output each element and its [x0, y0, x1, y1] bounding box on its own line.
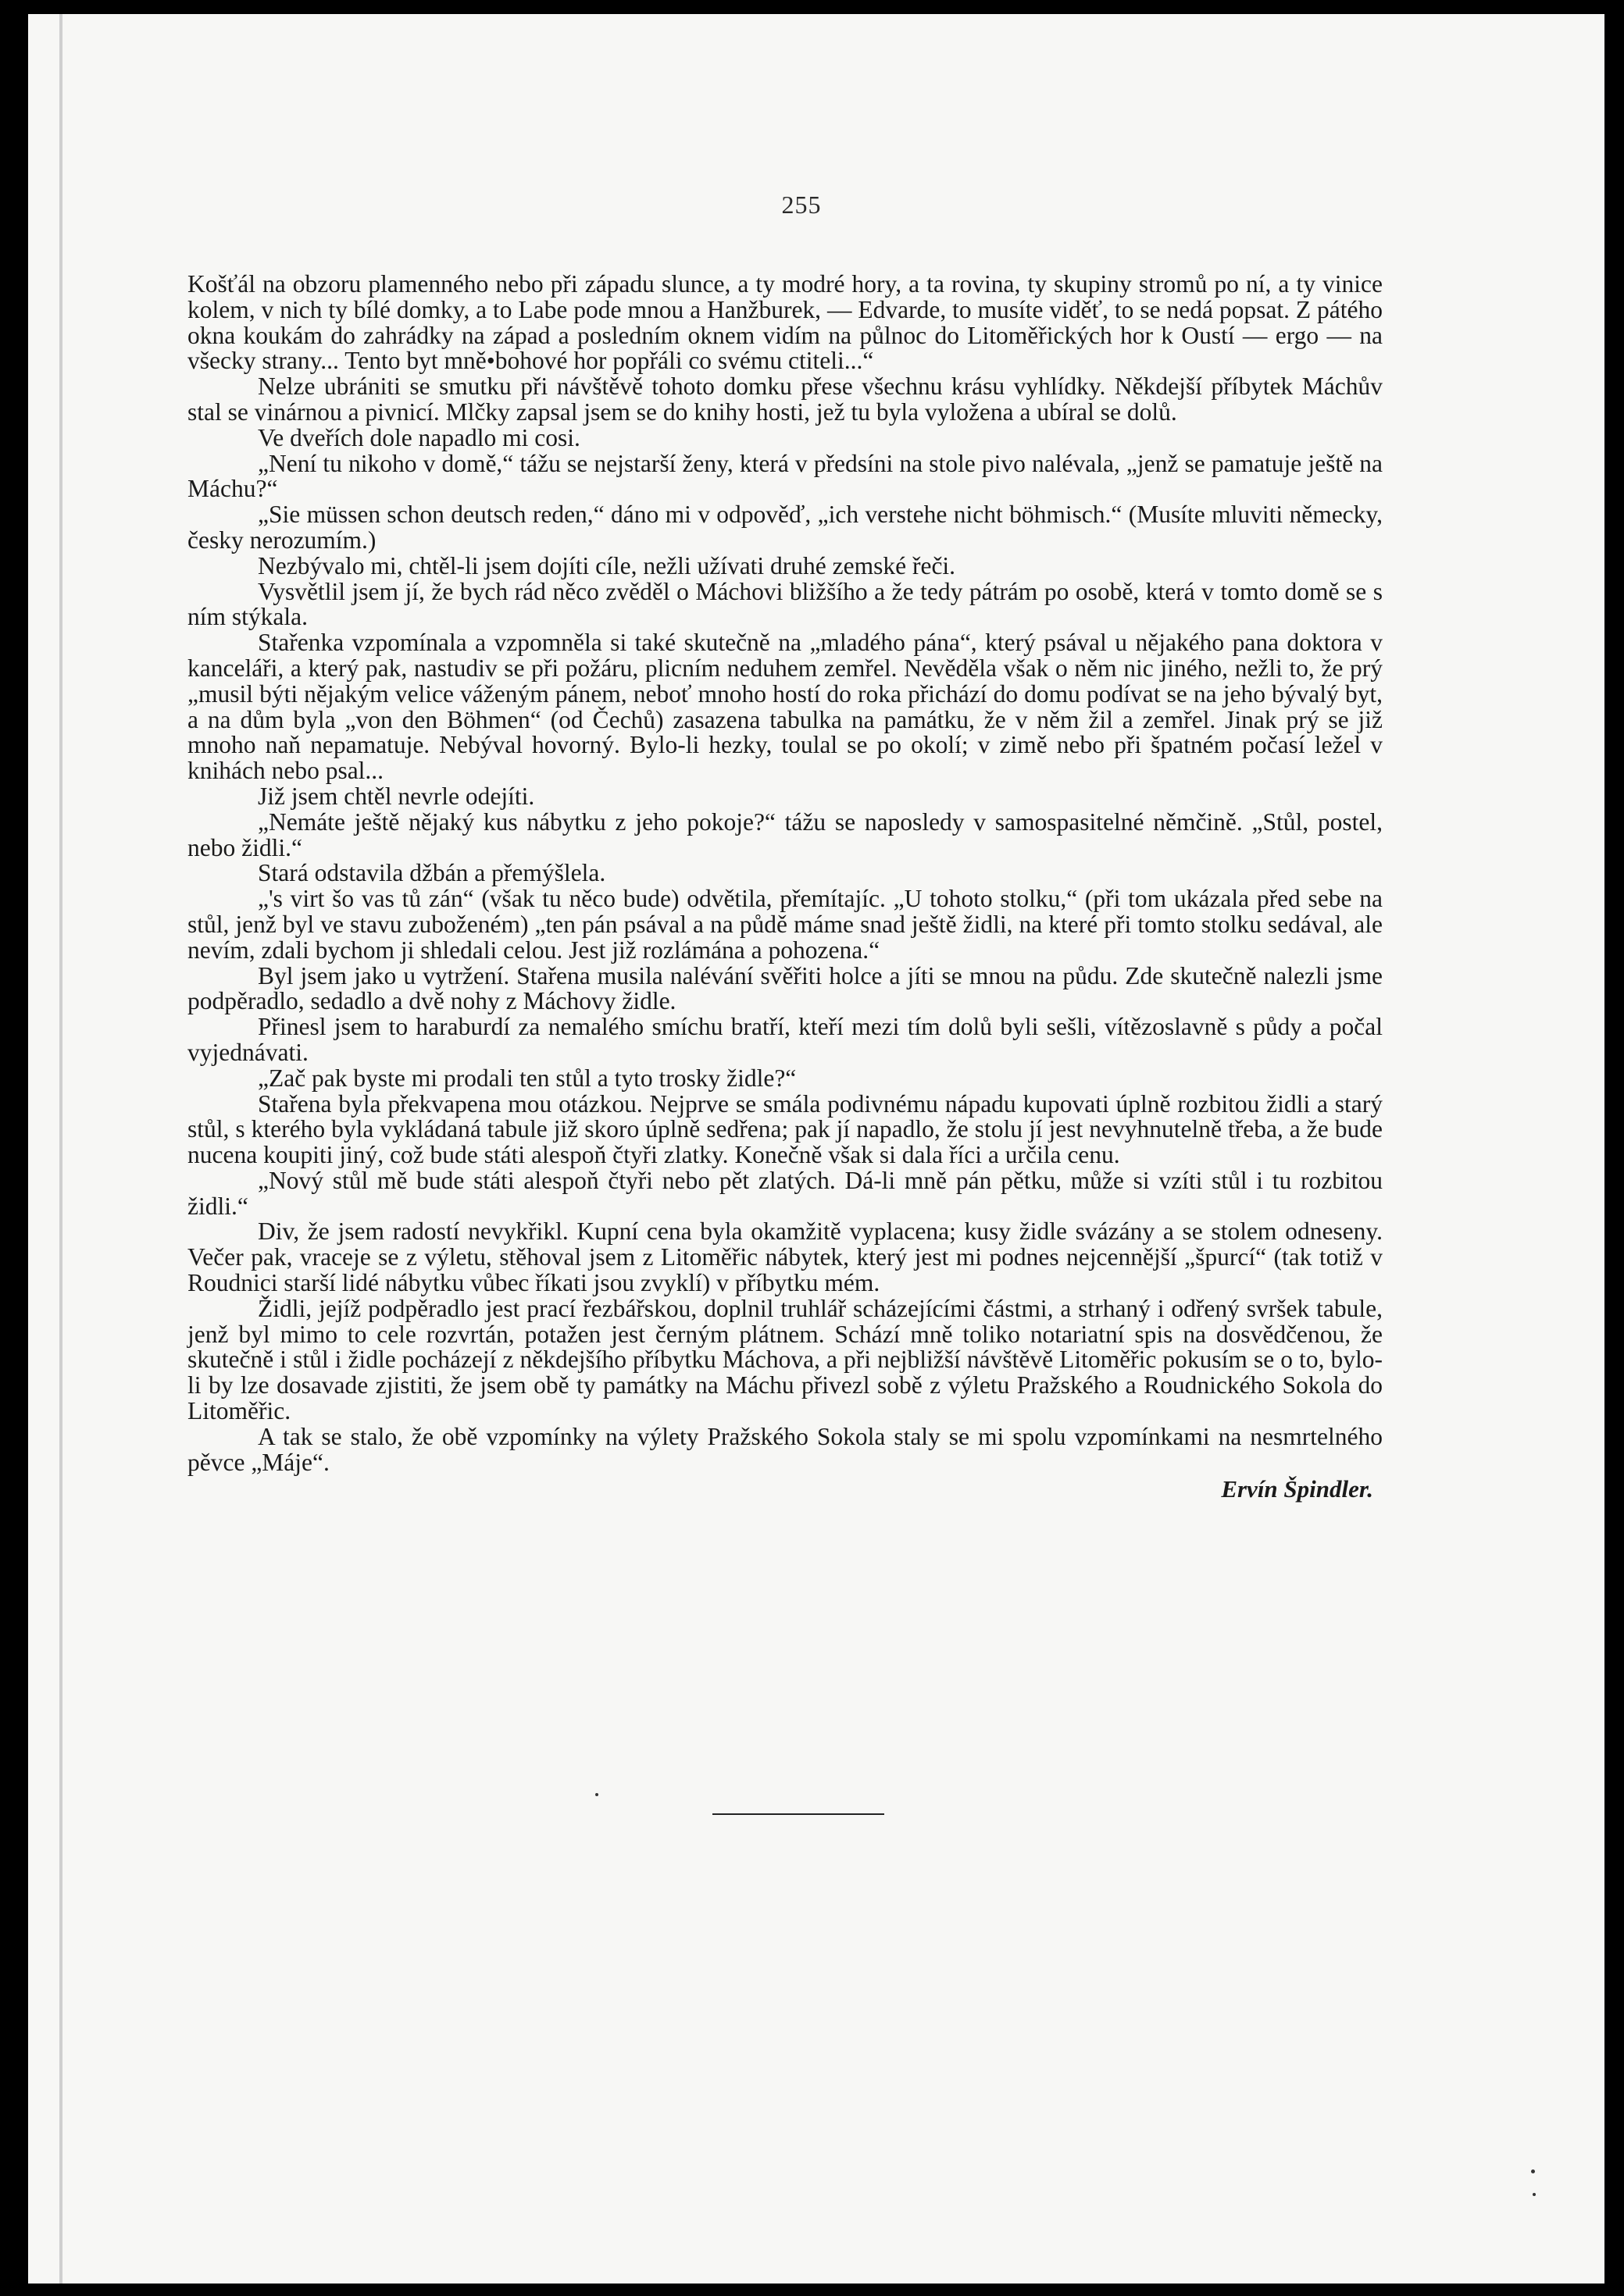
paragraph: Vysvětlil jsem jí, že bych rád něco zvěděl o Máchovi bližšího a že tedy pátrám po osobě, která v tomto domě se s ním stýkala. [187, 577, 1383, 631]
page-number: 255 [781, 191, 822, 219]
paragraph: A tak se stalo, že obě vzpomínky na výlety Pražského Sokola staly se mi spolu vzpomínkami na nesmrtelného pěvce „Máje“. [187, 1422, 1383, 1476]
scan-speck [1531, 2169, 1535, 2173]
page-sheet [28, 14, 1604, 2284]
paragraph: Nelze ubrániti se smutku při návštěvě tohoto domku přese všechnu krásu vyhlídky. Někdejší příbytek Máchův stal se vinárnou a pivnicí. Mlčky zapsal jsem se do knihy hosti, jež tu byla vyložena a ubíral se dolů. [187, 373, 1383, 426]
paragraph: Div, že jsem radostí nevykřikl. Kupní cena byla okamžitě vyplacena; kusy židle svázány a se stolem odneseny. Večer pak, vraceje se z výletu, stěhoval jsem z Litoměřic nábytek, který jest mi podnes nejcennější „špurcí“ (tak totiž v Roudnici starší lidé nábytku vůbec říkati jsou zvyklí) v příbytku mém. [187, 1218, 1383, 1297]
paragraph: „Nový stůl mě bude státi alespoň čtyři nebo pět zlatých. Dá-li mně pán pětku, může si vzíti stůl i tu rozbitou židli.“ [187, 1166, 1383, 1220]
binding-gutter [59, 14, 62, 2284]
paragraph: Nezbývalo mi, chtěl-li jsem dojíti cíle, nežli užívati druhé zemské řeči. [258, 551, 956, 579]
author-signature: Ervín Špindler. [1221, 1475, 1373, 1503]
paragraph: „Zač pak byste mi prodali ten stůl a tyto trosky židle?“ [258, 1064, 797, 1092]
paragraph: „'s virt šo vas tů zán“ (však tu něco bude) odvětila, přemítajíc. „U tohoto stolku,“ (při tom ukázala před sebe na stůl, jenž byl ve stavu zuboženém) „ten pán psával a na půdě máme snad ještě židli, na které při tomto stolku sedával, ale nevím, zdali bychom ji shledali celou. Jest již rozlámána a pohozena.“ [187, 885, 1383, 964]
paragraph: Přinesl jsem to haraburdí za nemalého smíchu bratří, kteří mezi tím dolů byli sešli, vítězoslavně s půdy a počal vyjednávati. [187, 1013, 1383, 1066]
paragraph: Byl jsem jako u vytržení. Stařena musila nalévání svěřiti holce a jíti se mnou na půdu. Zde skutečně nalezli jsme podpěradlo, sedadlo a dvě nohy z Máchovy židle. [187, 961, 1383, 1015]
scan-speck [595, 1793, 598, 1796]
article-body [187, 272, 1383, 1503]
paragraph: Již jsem chtěl nevrle odejíti. [258, 782, 535, 810]
closing-rule [712, 1813, 884, 1815]
paragraph: Stařena byla překvapena mou otázkou. Nejprve se smála podivnému nápadu kupovati úplně rozbitou židli a starý stůl, s kterého byla vykládaná tabule již skoro úplně sedřena; pak jí napadlo, že stolu jí jest nevyhnutelně třeba, a že bude nucena koupiti jiný, což bude státi alespoň čtyři zlatky. Konečně však si dala říci a určila cenu. [187, 1089, 1383, 1169]
paragraph: Stará odstavila džbán a přemýšlela. [258, 859, 606, 887]
paragraph: „Nemáte ještě nějaký kus nábytku z jeho pokoje?“ tážu se naposledy v samospasitelné němčině. „Stůl, postel, nebo židli.“ [187, 808, 1383, 861]
paragraph: „Není tu nikoho v domě,“ tážu se nejstarší ženy, která v předsíni na stole pivo nalévala, „jenž se pamatuje ještě na Máchu?“ [187, 449, 1383, 503]
paragraph: Židli, jejíž podpěradlo jest prací řezbářskou, doplnil truhlář scházejícími částmi, a strhaný i odřený svršek tabule, jenž byl mimo to cele rozvrtán, potažen jest černým plátnem. Schází mně toliko notariatní spis na dosvědčenou, že skutečně i stůl i židle pocházejí z někdejšího příbytku Máchova, a při nejbližší návštěvě Litoměřic pokusím se o to, bylo-li by lze dosavade zjistiti, že jsem obě ty památky na Máchu přivezl sobě z výletu Pražského a Roudnického Sokola do Litoměřic. [187, 1294, 1383, 1425]
paragraph: „Sie müssen schon deutsch reden,“ dáno mi v odpověď, „ich verstehe nicht böhmisch.“ (Musíte mluviti německy, česky nerozumím.) [187, 501, 1383, 554]
paragraph: Ve dveřích dole napadlo mi cosi. [258, 423, 580, 451]
paragraph: Košťál na obzoru plamenného nebo při západu slunce, a ty modré hory, a ta rovina, ty skupiny stromů po ní, a ty vinice kolem, v nich ty bílé domky, a to Labe pode mnou a Hanžburek, — Edvarde, to musíte viděť, to se nedá popsat. Z pátého okna koukám do zahrádky na západ a posledním oknem vidím na půlnoc do Litoměřických hor k Oustí — ergo — na všecky strany... Tento byt mně•bohové hor popřáli co svému ctiteli...“ [187, 270, 1383, 375]
scan-speck [1533, 2193, 1536, 2196]
paragraph: Stařenka vzpomínala a vzpomněla si také skutečně na „mladého pána“, který psával u nějakého pana doktora v kanceláři, a který pak, nastudiv se při požáru, plicním neduhem zemřel. Nevěděla však o něm nic jiného, nežli to, že prý „musil býti nějakým velice váženým pánem, neboť mnoho hostí do roka přichází do domu podívat se na jeho bývalý byt, a na dům byla „von den Böhmen“ (od Čechů) zasazena tabulka na památku, že v něm žil a zemřel. Jinak prý se již mnoho naň nepamatuje. Nebýval hovorný. Bylo-li hezky, toulal se po okolí; v zimě nebo při špatném počasí ležel v knihách nebo psal... [187, 629, 1383, 785]
